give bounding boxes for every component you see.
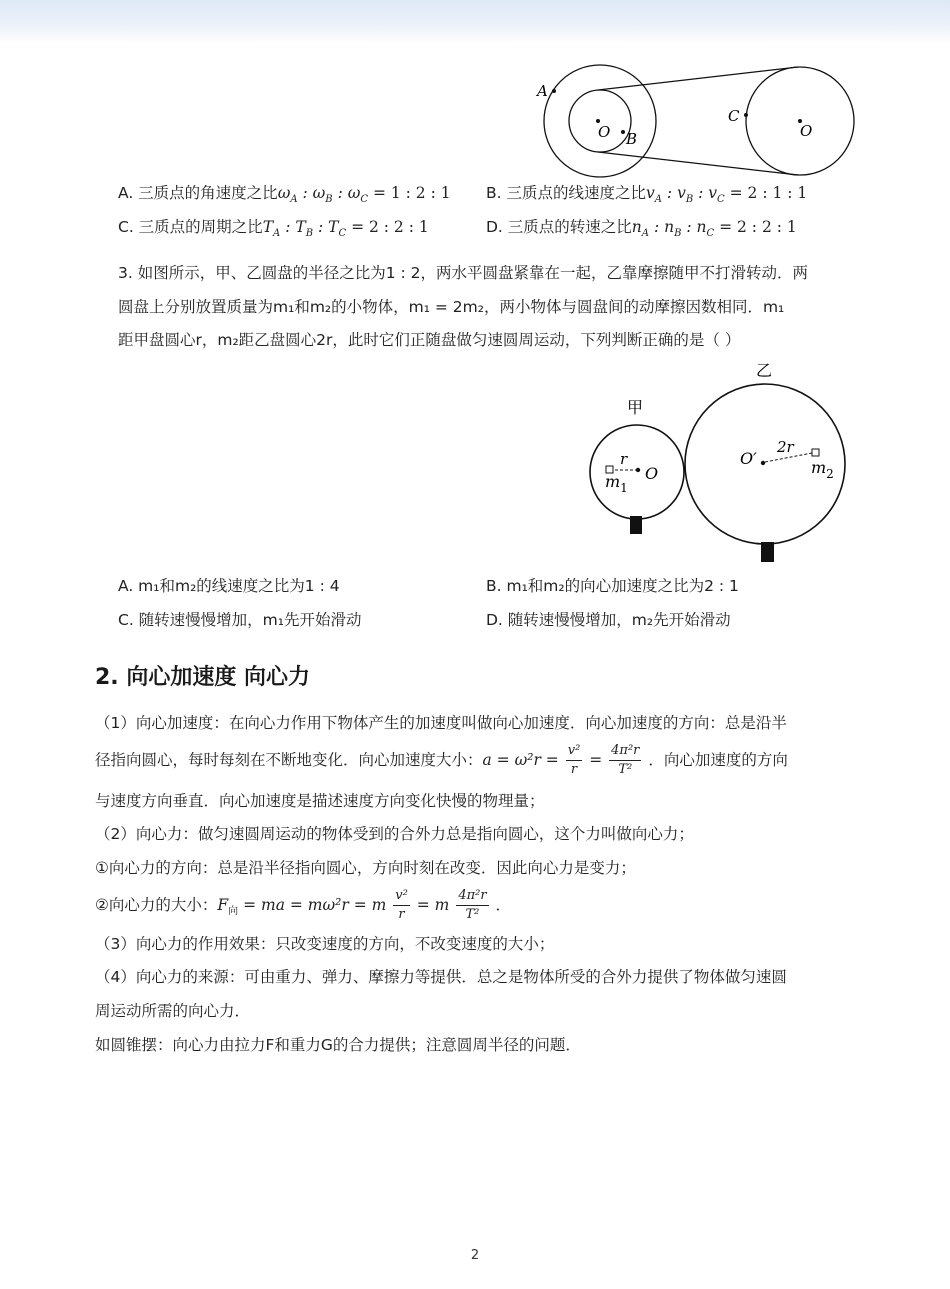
two-discs-figure [585,360,855,565]
block-m2 [812,449,819,456]
page-number: 2 [470,1248,480,1263]
frac-v2-over-r-force: $\frac{\text{v²}}{r}$ [395,888,408,922]
p1-line1: （1）向心加速度：在向心力作用下物体产生的加速度叫做向心加速度．向心加速度的方向：总是沿半 [95,714,787,732]
p4-line2: 周运动所需的向心力． [95,1002,251,1020]
label-m2: $m_2$ [811,458,834,481]
p2-direction: ①向心力的方向：总是沿半径指向圆心，方向时刻在改变．因此向心力是变力； [95,859,636,877]
label-B: B [626,130,638,148]
q3-stem-line3: 距甲盘圆心r，m₂距乙盘圆心2r，此时它们正随盘做匀速圆周运动，下列判断正确的是（ ） [118,331,741,349]
frac-v2-over-r: $\frac{\text{v²}}{r}$ [567,743,581,777]
q2-option-c[interactable]: C. 三质点的周期之比$T_A$ : $T_B$ : $T_C = 2$ : 2 : 1 [118,218,429,240]
p2: （2）向心力：做匀速圆周运动的物体受到的合外力总是指向圆心，这个力叫做向心力； [95,825,694,843]
p5: 如圆锥摆：向心力由拉力F和重力G的合力提供；注意圆周半径的问题． [95,1036,581,1054]
p1-line2: 径指向圆心，每时每刻在不断地变化．向心加速度大小：a = ω²r = $\frac{\text{v²}}{r}$ = $\frac{\text{4π²r}}{\text{T²}}$ ．向心加速度的方向 [95,743,788,777]
label-yi: 乙 [756,361,773,380]
p1-line3: 与速度方向垂直．向心加速度是描述速度方向变化快慢的物理量； [95,792,545,810]
p4-line1: （4）向心力的来源：可由重力、弹力、摩擦力等提供．总之是物体所受的合外力提供了物体做匀速圆 [95,968,787,986]
q3-stem-line1: 3. 如图所示，甲、乙圆盘的半径之比为1 : 2，两水平圆盘紧靠在一起，乙靠摩擦随甲不打滑转动．两 [118,264,809,282]
belt-bottom [598,152,798,175]
label-O: O [645,464,659,483]
label-O-prime: O′ [740,449,757,468]
q3-option-b[interactable]: B. m₁和m₂的向心加速度之比为2 : 1 [486,577,739,595]
label-C: C [728,107,740,125]
support-jia [630,516,642,534]
support-yi [761,542,774,562]
q3-option-a[interactable]: A. m₁和m₂的线速度之比为1 : 4 [118,577,340,595]
label-jia: 甲 [627,398,644,417]
label-2r: 2r [777,438,794,456]
p3: （3）向心力的作用效果：只改变速度的方向，不改变速度的大小； [95,935,555,953]
q3-option-c[interactable]: C. 随转速慢慢增加，m₁先开始滑动 [118,611,362,629]
belt-top [598,67,798,90]
q2-option-d[interactable]: D. 三质点的转速之比$n_A$ : $n_B$ : $n_C = 2$ : 2 : 1 [486,218,797,240]
q2-option-a[interactable]: A. 三质点的角速度之比$\omega_A$ : $\omega_B$ : $\omega_C = 1$ : 2 : 1 [118,184,451,206]
label-O-left: O [598,123,611,141]
pulley-belt-figure [530,62,860,182]
label-m1: $m_1$ [605,472,628,495]
label-O-right: O [800,122,813,140]
label-r: r [620,450,628,468]
frac-4pi2r-over-T2: $\frac{\text{4π²r}}{\text{T²}}$ [611,743,640,777]
header-band [0,0,950,44]
q3-stem-line2: 圆盘上分别放置质量为m₁和m₂的小物体，m₁ = 2m₂，两小物体与圆盘间的动摩擦因数相同．m₁ [118,298,785,316]
p2-magnitude: ②向心力的大小：$F_向$ = ma = mω²r = m $\frac{\text{v²}}{r}$ = m $\frac{\text{4π²r}}{\text{T²}}$ ． [95,888,512,922]
q3-option-d[interactable]: D. 随转速慢慢增加，m₂先开始滑动 [486,611,731,629]
frac-4pi2r-over-T2-force: $\frac{\text{4π²r}}{\text{T²}}$ [458,888,487,922]
section-title: 2. 向心加速度 向心力 [95,665,310,690]
q2-option-b[interactable]: B. 三质点的线速度之比$v_A$ : $v_B$ : $v_C = 2$ : 1 : 1 [486,184,808,206]
label-A: A [537,82,548,100]
